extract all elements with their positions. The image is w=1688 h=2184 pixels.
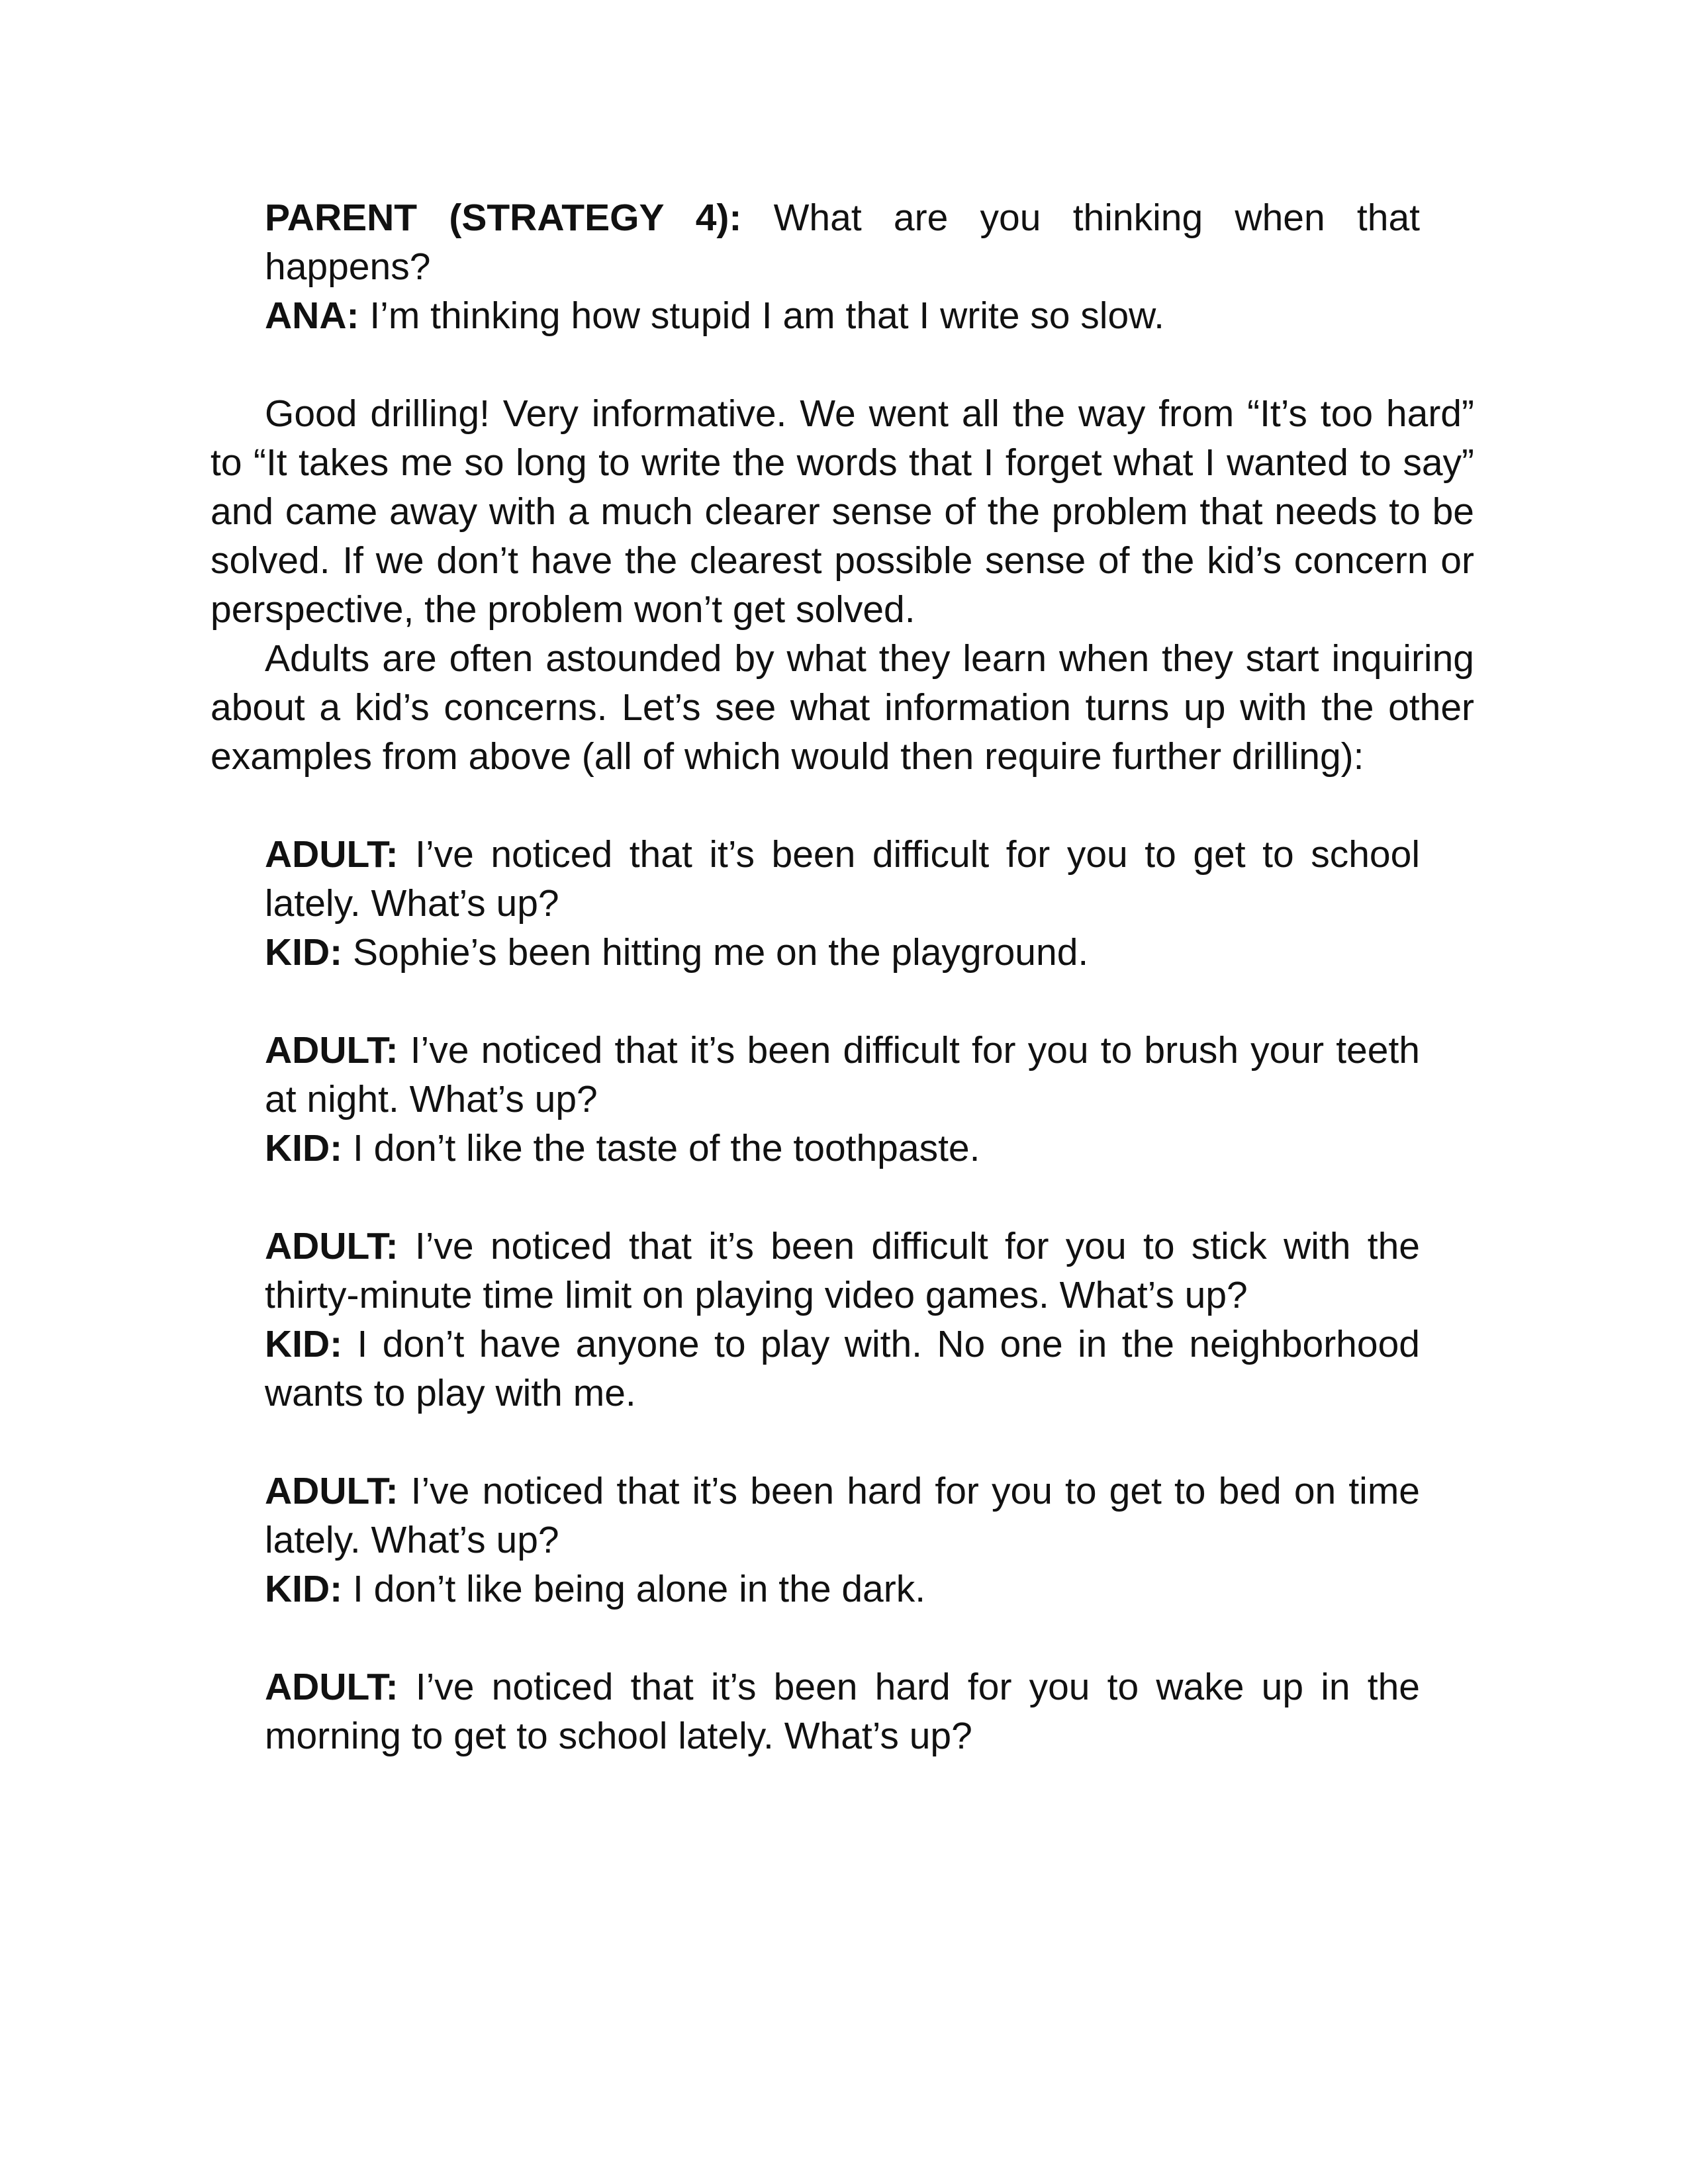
spacer xyxy=(211,340,1474,389)
speaker-label: KID: xyxy=(265,931,343,974)
dialogue-line-kid xyxy=(265,928,1420,977)
dialogue-line-ana xyxy=(265,291,1420,340)
spacer xyxy=(211,781,1474,830)
example-dialogue xyxy=(265,830,1420,977)
document-page xyxy=(211,193,1474,1760)
dialogue-line-kid xyxy=(265,1124,1420,1173)
spacer xyxy=(211,1173,1474,1222)
speaker-label: ADULT: xyxy=(265,1470,399,1512)
dialogue-line-adult xyxy=(265,1662,1420,1760)
dialogue-text: I don’t have anyone to play with. No one in the neighborhood wants to play with me. xyxy=(265,1323,1420,1414)
speaker-label: KID: xyxy=(265,1568,343,1610)
dialogue-text: I’ve noticed that it’s been hard for you to get to bed on time lately. What’s up? xyxy=(265,1470,1420,1561)
speaker-label: KID: xyxy=(265,1323,343,1365)
example-dialogue xyxy=(265,1467,1420,1614)
speaker-label: PARENT (STRATEGY 4): xyxy=(265,197,742,239)
spacer xyxy=(211,1614,1474,1662)
dialogue-line-adult xyxy=(265,830,1420,928)
dialogue-text: I’m thinking how stupid I am that I write so slow. xyxy=(369,295,1165,337)
body-paragraph: Adults are often astounded by what they learn when they start inquiring about a kid’s concerns. Let’s see what information turns up with the other examples from above (all of which would then require further drilling): xyxy=(211,637,1474,778)
spacer xyxy=(211,1418,1474,1467)
speaker-label: ANA: xyxy=(265,295,359,337)
speaker-label: ADULT: xyxy=(265,1225,399,1267)
dialogue-line-kid xyxy=(265,1320,1420,1418)
dialogue-text: Sophie’s been hitting me on the playground. xyxy=(353,931,1089,974)
dialogue-text: I’ve noticed that it’s been difficult for you to stick with the thirty-minute time limit on playing video games. What’s up? xyxy=(265,1225,1420,1316)
speaker-label: KID: xyxy=(265,1127,343,1169)
dialogue-text: I’ve noticed that it’s been hard for you to wake up in the morning to get to school lately. What’s up? xyxy=(265,1666,1420,1757)
example-dialogue xyxy=(265,1222,1420,1418)
dialogue-line-adult xyxy=(265,1222,1420,1320)
dialogue-text: I’ve noticed that it’s been difficult for you to get to school lately. What’s up? xyxy=(265,833,1420,925)
dialogue-line-adult xyxy=(265,1467,1420,1565)
example-dialogue xyxy=(265,1026,1420,1173)
speaker-label: ADULT: xyxy=(265,833,399,876)
dialogue-text: What are you thinking when that happens? xyxy=(265,197,1421,288)
dialogue-line-adult xyxy=(265,1026,1420,1124)
dialogue-text: I’ve noticed that it’s been difficult for you to brush your teeth at night. What’s up? xyxy=(265,1029,1420,1120)
dialogue-line-kid xyxy=(265,1565,1420,1614)
speaker-label: ADULT: xyxy=(265,1029,399,1071)
body-paragraph: Good drilling! Very informative. We went all the way from “It’s too hard” to “It takes me so long to write the words that I forget what I wanted to say” and came away with a much clearer sense of the problem that needs to be solved. If we don’t have the clearest possible sense of the kid’s concern or perspective, the problem won’t get solved. xyxy=(211,392,1474,631)
opening-dialogue xyxy=(265,193,1420,340)
dialogue-line-parent xyxy=(265,193,1420,291)
dialogue-text: I don’t like the taste of the toothpaste. xyxy=(353,1127,980,1169)
spacer xyxy=(211,977,1474,1026)
dialogue-text: I don’t like being alone in the dark. xyxy=(353,1568,926,1610)
speaker-label: ADULT: xyxy=(265,1666,399,1708)
example-dialogue xyxy=(265,1662,1420,1760)
